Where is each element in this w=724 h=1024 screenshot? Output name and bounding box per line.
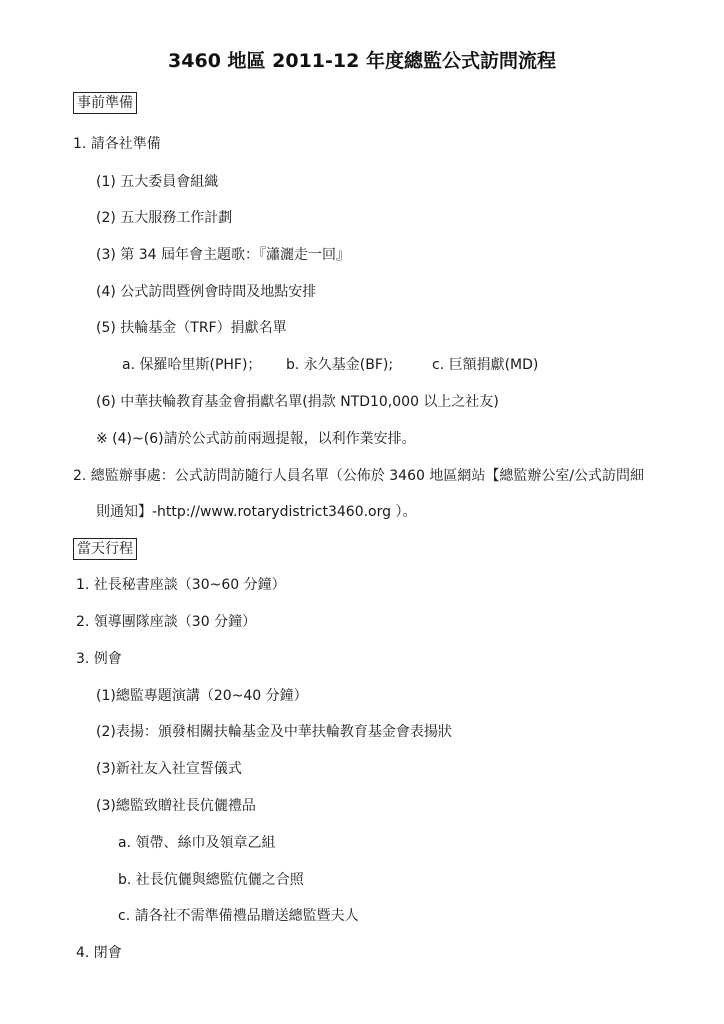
sub-list-item: b. 社長伉儷與總監伉儷之合照 bbox=[118, 872, 304, 888]
list-item: 1. 社長秘書座談（30~60 分鐘） bbox=[76, 577, 286, 593]
page-title: 3460 地區 2011-12 年度總監公式訪問流程 bbox=[168, 50, 556, 72]
section-heading-day: 當天行程 bbox=[73, 538, 137, 560]
list-item: (3)總監致贈社長伉儷禮品 bbox=[96, 798, 256, 814]
sub-list-item: a. 領帶、絲巾及領章乙組 bbox=[118, 835, 276, 851]
list-item: (2) 五大服務工作計劃 bbox=[96, 210, 233, 226]
list-item: (3) 第 34 屆年會主題歌：『瀟灑走一回』 bbox=[96, 247, 350, 263]
list-item: (1)總監專題演講（20~40 分鐘） bbox=[96, 688, 308, 704]
list-item: (6) 中華扶輪教育基金會捐獻名單(捐款 NTD10,000 以上之社友) bbox=[96, 394, 499, 410]
list-item: 2. 總監辦事處：公式訪問訪隨行人員名單（公佈於 3460 地區網站【總監辦公室/公式訪問細 bbox=[73, 468, 645, 484]
sub-list-item: c. 請各社不需準備禮品贈送總監暨夫人 bbox=[118, 908, 359, 924]
note-text: ※ (4)~(6)請於公式訪前兩週提報，以利作業安排。 bbox=[96, 431, 416, 447]
list-item: 2. 領導團隊座談（30 分鐘） bbox=[76, 614, 257, 630]
sub-list-item: b. 永久基金(BF); bbox=[286, 357, 394, 373]
list-item: (2)表揚：頒發相關扶輪基金及中華扶輪教育基金會表揚狀 bbox=[96, 724, 452, 740]
list-item-continuation: 則通知】-http://www.rotarydistrict3460.org ）。 bbox=[96, 504, 417, 520]
sub-list-item: a. 保羅哈里斯(PHF)； bbox=[122, 357, 262, 373]
list-item: (4) 公式訪問暨例會時間及地點安排 bbox=[96, 284, 317, 300]
sub-list-item: c. 巨額捐獻(MD) bbox=[432, 357, 539, 373]
list-item: (3)新社友入社宣誓儀式 bbox=[96, 761, 242, 777]
list-item: (1) 五大委員會組織 bbox=[96, 174, 219, 190]
section-heading-before: 事前準備 bbox=[73, 92, 137, 114]
list-item: 4. 閉會 bbox=[76, 945, 122, 961]
list-item: 3. 例會 bbox=[76, 651, 122, 667]
list-item: (5) 扶輪基金（TRF）捐獻名單 bbox=[96, 320, 287, 336]
list-item: 1. 請各社準備 bbox=[73, 136, 161, 152]
